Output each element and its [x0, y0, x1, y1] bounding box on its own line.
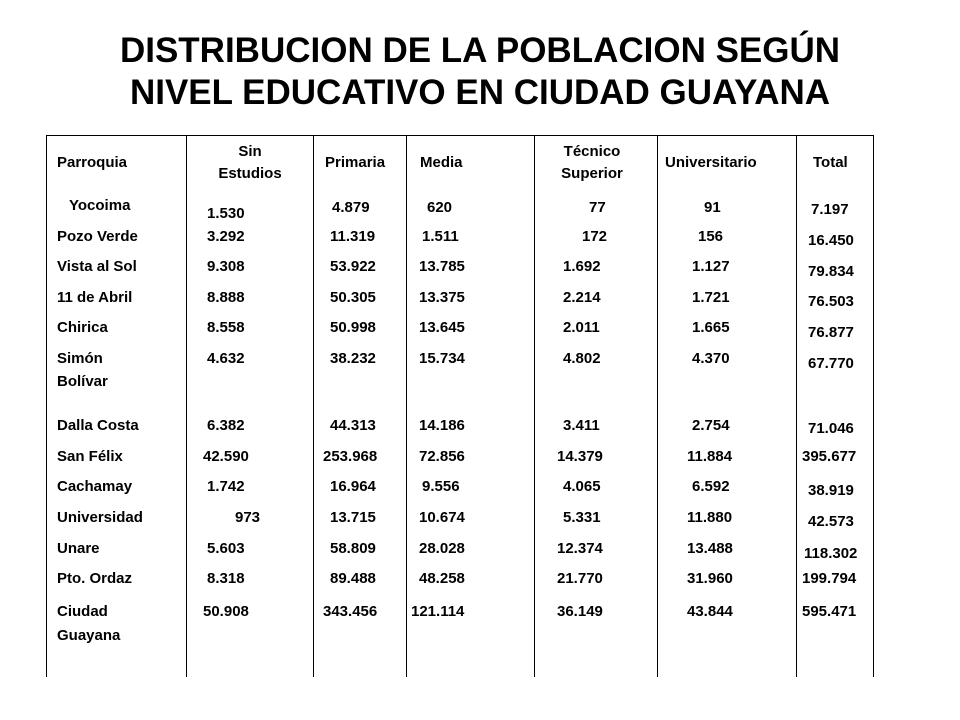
cell-tecnico: 12.374	[557, 540, 603, 557]
cell-media: 13.645	[419, 319, 465, 336]
cell-total: 7.197	[811, 201, 849, 218]
cell-universitario: 6.592	[692, 478, 730, 495]
cell-universitario: 13.488	[687, 540, 733, 557]
cell-universitario: 2.754	[692, 417, 730, 434]
cell-tecnico: 4.802	[563, 350, 601, 367]
cell-total: 595.471	[802, 603, 857, 620]
cell-parroquia: 11 de Abril	[57, 289, 133, 306]
cell-tecnico: 36.149	[557, 603, 603, 620]
cell-universitario: 31.960	[687, 570, 733, 587]
cell-total: 199.794	[802, 570, 857, 587]
cell-tecnico: 3.411	[563, 417, 600, 434]
cell-sin-estudios: 9.308	[207, 258, 245, 275]
cell-media: 10.674	[419, 509, 465, 526]
cell-parroquia: Universidad	[57, 509, 143, 526]
cell-media: 14.186	[419, 417, 465, 434]
cell-tecnico: 14.379	[557, 448, 603, 465]
cell-universitario: 1.721	[692, 289, 730, 306]
cell-universitario: 43.844	[687, 603, 733, 620]
cell-sin-estudios: 8.318	[207, 570, 245, 587]
cell-primaria: 11.319	[330, 228, 376, 245]
header-parroquia: Parroquia	[57, 154, 128, 171]
header-universitario: Universitario	[665, 154, 757, 171]
cell-tecnico: 1.692	[563, 258, 601, 275]
cell-parroquia: Cachamay	[57, 478, 133, 495]
cell-parroquia: Dalla Costa	[57, 417, 139, 434]
cell-total: 118.302	[804, 545, 858, 562]
cell-sin-estudios: 42.590	[203, 448, 249, 465]
cell-tecnico: 4.065	[563, 478, 601, 495]
cell-sin-estudios: 1.742	[207, 478, 245, 495]
cell-total: 38.919	[808, 482, 854, 499]
cell-total: 42.573	[808, 513, 854, 530]
cell-primaria: 4.879	[332, 199, 370, 216]
cell-media: 28.028	[419, 540, 465, 557]
cell-primaria: 50.305	[330, 289, 376, 306]
cell-parroquia: Vista al Sol	[57, 258, 137, 275]
cell-media: 9.556	[422, 478, 460, 495]
cell-sin-estudios: 4.632	[207, 350, 245, 367]
cell-primaria: 38.232	[330, 350, 376, 367]
cell-media: 48.258	[419, 570, 465, 587]
header-media: Media	[420, 154, 463, 171]
cell-parroquia: Unare	[57, 540, 100, 557]
cell-primaria: 89.488	[330, 570, 376, 587]
cell-sin-estudios: 8.888	[207, 289, 245, 306]
title-line-2: NIVEL EDUCATIVO EN CIUDAD GUAYANA	[129, 73, 831, 112]
cell-media: 1.511	[422, 228, 459, 245]
cell-parroquia: Chirica	[57, 319, 108, 336]
cell-sin-estudios: 6.382	[207, 417, 245, 434]
cell-sin-estudios: 3.292	[207, 228, 245, 245]
page-title	[0, 30, 960, 114]
population-table	[46, 135, 874, 677]
cell-primaria: 343.456	[323, 603, 378, 620]
cell-media: 620	[427, 199, 453, 216]
table-top-border	[47, 135, 873, 136]
cell-primaria: 53.922	[330, 258, 376, 275]
cell-parroquia: Pto. Ordaz	[57, 570, 133, 587]
cell-universitario: 1.665	[692, 319, 730, 336]
cell-sin-estudios: 973	[235, 509, 261, 526]
cell-universitario: 1.127	[692, 258, 730, 275]
cell-tecnico: 2.214	[563, 289, 601, 306]
cell-tecnico: 5.331	[563, 509, 601, 526]
header-sin-estudios	[195, 141, 305, 185]
cell-media: 13.375	[419, 289, 465, 306]
cell-tecnico: 21.770	[557, 570, 603, 587]
cell-media: 15.734	[419, 350, 465, 367]
cell-total: 67.770	[808, 355, 854, 372]
column-divider	[534, 135, 535, 677]
column-divider	[657, 135, 658, 677]
cell-total: 76.503	[808, 293, 854, 310]
column-divider	[406, 135, 407, 677]
cell-media: 72.856	[419, 448, 465, 465]
cell-universitario: 91	[704, 199, 721, 216]
header-tecnico-line-2: Superior	[561, 165, 623, 182]
cell-sin-estudios: 8.558	[207, 319, 245, 336]
cell-primaria: 44.313	[330, 417, 376, 434]
column-divider	[313, 135, 314, 677]
cell-universitario: 4.370	[692, 350, 730, 367]
cell-primaria: 13.715	[330, 509, 376, 526]
header-primaria: Primaria	[325, 154, 386, 171]
cell-total: 16.450	[808, 232, 854, 249]
cell-primaria: 58.809	[330, 540, 376, 557]
cell-sin-estudios: 50.908	[203, 603, 249, 620]
cell-parroquia-line-1: Ciudad	[57, 603, 108, 620]
cell-total: 71.046	[808, 420, 854, 437]
cell-primaria: 50.998	[330, 319, 376, 336]
cell-primaria: 253.968	[323, 448, 378, 465]
cell-media: 121.114	[411, 603, 465, 620]
cell-tecnico: 2.011	[563, 319, 600, 336]
header-sin-estudios-line-2: Estudios	[218, 165, 282, 182]
cell-total: 395.677	[802, 448, 857, 465]
cell-tecnico: 77	[589, 199, 606, 216]
cell-sin-estudios: 1.530	[207, 205, 245, 222]
header-total: Total	[813, 154, 848, 171]
cell-sin-estudios: 5.603	[207, 540, 245, 557]
cell-parroquia: Pozo Verde	[57, 228, 138, 245]
column-divider	[796, 135, 797, 677]
title-line-1: DISTRIBUCION DE LA POBLACION SEGÚN	[119, 31, 841, 70]
cell-media: 13.785	[419, 258, 465, 275]
cell-total: 76.877	[808, 324, 854, 341]
cell-parroquia-line-2: Bolívar	[57, 373, 108, 390]
column-divider	[186, 135, 187, 677]
cell-tecnico: 172	[582, 228, 608, 245]
header-tecnico-line-1: Técnico	[563, 143, 621, 160]
cell-primaria: 16.964	[330, 478, 376, 495]
cell-universitario: 156	[698, 228, 724, 245]
cell-parroquia: Yocoima	[69, 197, 131, 214]
cell-total: 79.834	[808, 263, 854, 280]
cell-universitario: 11.884	[687, 448, 733, 465]
header-sin-estudios-line-1: Sin	[238, 143, 262, 160]
cell-universitario: 11.880	[687, 509, 733, 526]
cell-parroquia: San Félix	[57, 448, 123, 465]
cell-parroquia-line-1: Simón	[57, 350, 103, 367]
cell-parroquia-line-2: Guayana	[57, 627, 121, 644]
header-tecnico-superior	[537, 141, 647, 185]
